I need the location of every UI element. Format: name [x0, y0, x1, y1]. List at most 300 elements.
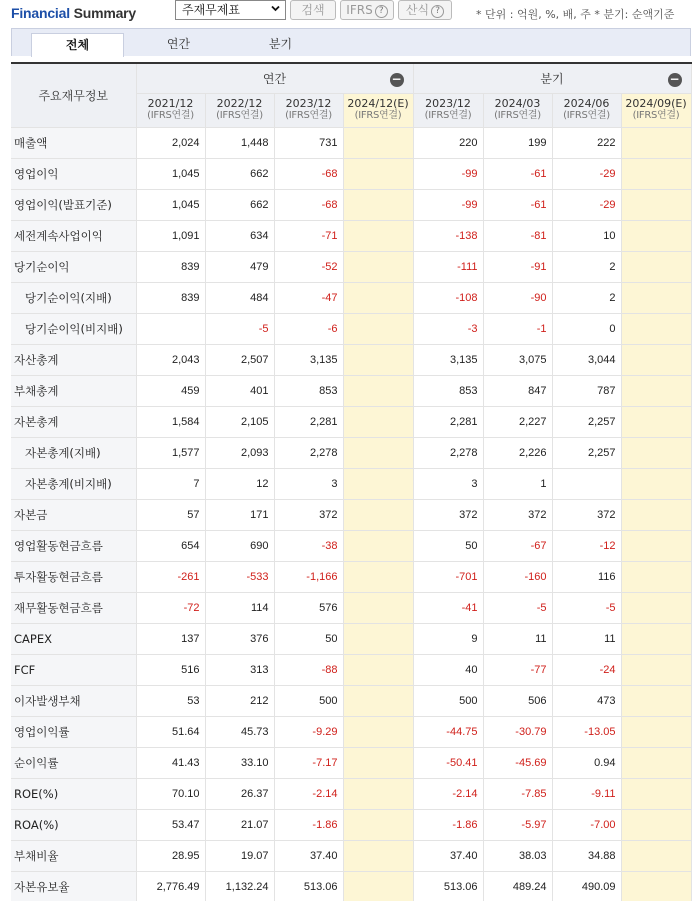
- table-cell: 3: [413, 468, 483, 499]
- collapse-quarter-icon[interactable]: −: [669, 72, 680, 86]
- table-cell: 500: [413, 685, 483, 716]
- header-main: 주요재무정보: [11, 63, 136, 127]
- financial-summary-table: [11, 62, 692, 901]
- row-label: 영업이익률: [11, 716, 136, 747]
- tab-quarter[interactable]: 분기: [268, 37, 293, 51]
- table-cell: 853: [413, 375, 483, 406]
- table-row: [11, 871, 691, 901]
- period-date: 2024/09(E): [625, 97, 687, 110]
- table-cell: -67: [483, 530, 552, 561]
- row-label: 당기순이익: [11, 251, 136, 282]
- table-cell: 853: [274, 375, 343, 406]
- table-cell: [343, 375, 413, 406]
- row-label: 세전계속사업이익: [11, 220, 136, 251]
- table-cell: 12: [205, 468, 274, 499]
- table-cell: [621, 623, 691, 654]
- table-cell: 21.07: [205, 809, 274, 840]
- table-cell: 2,093: [205, 437, 274, 468]
- table-cell: 1,132.24: [205, 871, 274, 901]
- tab-annual[interactable]: 연간: [166, 37, 191, 51]
- annual-group-label: 연간: [262, 71, 287, 86]
- table-cell: [343, 251, 413, 282]
- period-basis: (IFRS연결): [424, 110, 472, 121]
- table-cell: -29: [552, 158, 621, 189]
- period-date: 2023/12: [425, 97, 471, 110]
- table-row: [11, 468, 691, 499]
- table-cell: [621, 220, 691, 251]
- table-cell: -1.86: [413, 809, 483, 840]
- table-cell: [621, 809, 691, 840]
- table-cell: 3,044: [552, 344, 621, 375]
- table-cell: 53.47: [136, 809, 205, 840]
- table-cell: 2,257: [552, 406, 621, 437]
- table-cell: 50: [274, 623, 343, 654]
- table-row: [11, 313, 691, 344]
- table-cell: 2,281: [274, 406, 343, 437]
- row-label: 영업이익: [11, 158, 136, 189]
- header-annual-group: [136, 63, 413, 93]
- table-cell: 171: [205, 499, 274, 530]
- row-label: 이자발생부채: [11, 685, 136, 716]
- help-icon: ?: [431, 5, 444, 18]
- row-label: 순이익률: [11, 747, 136, 778]
- ifrs-button[interactable]: [340, 0, 394, 20]
- table-cell: -47: [274, 282, 343, 313]
- row-label: 자본총계: [11, 406, 136, 437]
- table-cell: -701: [413, 561, 483, 592]
- table-cell: -99: [413, 158, 483, 189]
- period-header: [552, 93, 621, 127]
- table-row: [11, 778, 691, 809]
- table-cell: [621, 158, 691, 189]
- table-row: [11, 840, 691, 871]
- table-cell: [343, 437, 413, 468]
- row-label: 영업이익(발표기준): [11, 189, 136, 220]
- table-cell: 116: [552, 561, 621, 592]
- period-basis: (IFRS연결): [147, 110, 194, 121]
- table-row: [11, 499, 691, 530]
- table-cell: 51.64: [136, 716, 205, 747]
- table-row: [11, 809, 691, 840]
- table-cell: [552, 468, 621, 499]
- period-basis: (IFRS연결): [494, 110, 541, 121]
- table-cell: 500: [274, 685, 343, 716]
- table-cell: [621, 592, 691, 623]
- table-body: [11, 127, 691, 901]
- table-cell: [343, 406, 413, 437]
- table-cell: [343, 530, 413, 561]
- table-row: [11, 561, 691, 592]
- table-cell: -5: [205, 313, 274, 344]
- row-label: 재무활동현금흐름: [11, 592, 136, 623]
- table-cell: 372: [274, 499, 343, 530]
- table-cell: [136, 313, 205, 344]
- table-cell: 372: [483, 499, 552, 530]
- table-row: [11, 623, 691, 654]
- table-cell: -91: [483, 251, 552, 282]
- table-cell: 662: [205, 158, 274, 189]
- table-cell: [343, 313, 413, 344]
- table-cell: 1,045: [136, 158, 205, 189]
- table-cell: 53: [136, 685, 205, 716]
- table-cell: 313: [205, 654, 274, 685]
- table-cell: [621, 561, 691, 592]
- table-cell: -71: [274, 220, 343, 251]
- table-cell: 41.43: [136, 747, 205, 778]
- table-row: [11, 437, 691, 468]
- unit-note: * 단위 : 억원, %, 배, 주 * 분기: 순액기준: [476, 8, 675, 21]
- table-cell: -38: [274, 530, 343, 561]
- table-cell: -2.14: [274, 778, 343, 809]
- table-cell: -261: [136, 561, 205, 592]
- table-cell: 37.40: [413, 840, 483, 871]
- table-row: [11, 654, 691, 685]
- table-cell: 690: [205, 530, 274, 561]
- period-date: 2023/12: [285, 97, 332, 110]
- table-cell: -12: [552, 530, 621, 561]
- table-cell: -45.69: [483, 747, 552, 778]
- table-cell: 731: [274, 127, 343, 158]
- table-cell: 516: [136, 654, 205, 685]
- period-header: [274, 93, 343, 127]
- table-cell: -7.17: [274, 747, 343, 778]
- table-cell: 1: [483, 468, 552, 499]
- table-cell: 506: [483, 685, 552, 716]
- table-cell: 3,135: [274, 344, 343, 375]
- table-cell: [343, 282, 413, 313]
- formula-button[interactable]: [398, 0, 452, 20]
- quarter-group-label: 분기: [540, 71, 564, 86]
- table-row: [11, 220, 691, 251]
- table-cell: 473: [552, 685, 621, 716]
- table-cell: 654: [136, 530, 205, 561]
- table-cell: 2,043: [136, 344, 205, 375]
- table-cell: -24: [552, 654, 621, 685]
- table-cell: 490.09: [552, 871, 621, 901]
- table-cell: 114: [205, 592, 274, 623]
- table-cell: -50.41: [413, 747, 483, 778]
- table-cell: 7: [136, 468, 205, 499]
- table-cell: [343, 158, 413, 189]
- row-label: ROA(%): [11, 809, 136, 840]
- table-cell: -1: [483, 313, 552, 344]
- table-cell: 222: [552, 127, 621, 158]
- table-cell: 2,281: [413, 406, 483, 437]
- title-part1: Financial: [11, 5, 70, 21]
- table-cell: -72: [136, 592, 205, 623]
- table-cell: 1,091: [136, 220, 205, 251]
- table-cell: -2.14: [413, 778, 483, 809]
- row-label: 자본금: [11, 499, 136, 530]
- table-cell: [621, 282, 691, 313]
- table-cell: [343, 499, 413, 530]
- period-header: [343, 93, 413, 127]
- table-cell: 40: [413, 654, 483, 685]
- table-cell: 2: [552, 282, 621, 313]
- table-cell: 2,507: [205, 344, 274, 375]
- table-row: [11, 375, 691, 406]
- table-cell: -3: [413, 313, 483, 344]
- period-basis: (IFRS연결): [354, 110, 402, 121]
- table-cell: 0.94: [552, 747, 621, 778]
- row-label: 당기순이익(비지배): [11, 313, 136, 344]
- period-date: 2024/03: [494, 97, 541, 110]
- table-cell: -81: [483, 220, 552, 251]
- table-cell: -6: [274, 313, 343, 344]
- table-cell: 839: [136, 282, 205, 313]
- table-cell: 199: [483, 127, 552, 158]
- table-cell: 3,135: [413, 344, 483, 375]
- table-cell: -5: [483, 592, 552, 623]
- table-cell: 220: [413, 127, 483, 158]
- row-label: 매출액: [11, 127, 136, 158]
- table-cell: 28.95: [136, 840, 205, 871]
- table-cell: 839: [136, 251, 205, 282]
- table-cell: [621, 468, 691, 499]
- table-cell: [343, 778, 413, 809]
- page-title: [11, 5, 136, 21]
- row-label: 부채총계: [11, 375, 136, 406]
- table-cell: -111: [413, 251, 483, 282]
- period-basis: (IFRS연결): [563, 110, 610, 121]
- table-cell: [343, 716, 413, 747]
- table-cell: [621, 871, 691, 901]
- table-cell: 401: [205, 375, 274, 406]
- table-cell: -9.29: [274, 716, 343, 747]
- table-cell: 479: [205, 251, 274, 282]
- table-row: [11, 716, 691, 747]
- table-cell: 19.07: [205, 840, 274, 871]
- period-date: 2024/12(E): [347, 97, 409, 110]
- table-cell: [621, 313, 691, 344]
- table-cell: 2,257: [552, 437, 621, 468]
- period-basis: (IFRS연결): [285, 110, 332, 121]
- top-bar: [0, 0, 696, 26]
- row-label: 자본총계(지배): [11, 437, 136, 468]
- table-cell: [621, 251, 691, 282]
- row-label: 자본유보율: [11, 871, 136, 901]
- formula-label: 산식: [405, 3, 430, 17]
- table-row: [11, 282, 691, 313]
- table-row: [11, 158, 691, 189]
- table-cell: 50: [413, 530, 483, 561]
- table-cell: 10: [552, 220, 621, 251]
- table-cell: 634: [205, 220, 274, 251]
- period-header: [621, 93, 691, 127]
- table-cell: 2,105: [205, 406, 274, 437]
- statement-select-value: 주재무제표: [182, 3, 240, 17]
- row-label: 투자활동현금흐름: [11, 561, 136, 592]
- row-label: 자본총계(비지배): [11, 468, 136, 499]
- table-cell: -13.05: [552, 716, 621, 747]
- table-cell: [621, 840, 691, 871]
- header-quarter-group: [413, 63, 691, 93]
- table-cell: [343, 344, 413, 375]
- table-cell: [343, 809, 413, 840]
- table-cell: -44.75: [413, 716, 483, 747]
- row-label: ROE(%): [11, 778, 136, 809]
- table-cell: [343, 189, 413, 220]
- table-cell: [343, 220, 413, 251]
- statement-select[interactable]: [175, 0, 286, 20]
- row-label: 부채비율: [11, 840, 136, 871]
- row-label: 자산총계: [11, 344, 136, 375]
- tab-bar: [11, 28, 691, 56]
- chevron-down-icon: [270, 2, 281, 20]
- table-cell: 70.10: [136, 778, 205, 809]
- period-date: 2021/12: [147, 97, 194, 110]
- help-icon: ?: [375, 5, 388, 18]
- table-cell: 2,278: [413, 437, 483, 468]
- table-cell: [621, 499, 691, 530]
- row-label: CAPEX: [11, 623, 136, 654]
- table-cell: -29: [552, 189, 621, 220]
- table-cell: 459: [136, 375, 205, 406]
- table-cell: [621, 530, 691, 561]
- table-cell: 1,448: [205, 127, 274, 158]
- table-cell: -68: [274, 189, 343, 220]
- table-cell: 787: [552, 375, 621, 406]
- table-cell: 11: [483, 623, 552, 654]
- title-part2: Summary: [73, 5, 137, 21]
- table-cell: -160: [483, 561, 552, 592]
- table-cell: -108: [413, 282, 483, 313]
- table-cell: 513.06: [413, 871, 483, 901]
- table-cell: 847: [483, 375, 552, 406]
- table-cell: 0: [552, 313, 621, 344]
- period-header: [483, 93, 552, 127]
- period-date: 2024/06: [563, 97, 610, 110]
- table-cell: [621, 189, 691, 220]
- table-cell: 34.88: [552, 840, 621, 871]
- table-cell: 33.10: [205, 747, 274, 778]
- table-cell: -9.11: [552, 778, 621, 809]
- tab-all[interactable]: 전체: [31, 33, 124, 57]
- table-cell: [343, 654, 413, 685]
- search-button[interactable]: 검색: [290, 0, 336, 20]
- table-cell: -68: [274, 158, 343, 189]
- table-cell: [343, 747, 413, 778]
- table-cell: 576: [274, 592, 343, 623]
- table-cell: -1,166: [274, 561, 343, 592]
- table-row: [11, 344, 691, 375]
- table-cell: 372: [413, 499, 483, 530]
- ifrs-label: IFRS: [346, 3, 373, 17]
- table-cell: [621, 127, 691, 158]
- table-cell: 2: [552, 251, 621, 282]
- table-cell: 3: [274, 468, 343, 499]
- table-cell: 11: [552, 623, 621, 654]
- table-cell: 662: [205, 189, 274, 220]
- table-cell: -7.85: [483, 778, 552, 809]
- period-basis: (IFRS연결): [632, 110, 680, 121]
- table-cell: 45.73: [205, 716, 274, 747]
- table-cell: 38.03: [483, 840, 552, 871]
- table-row: [11, 406, 691, 437]
- table-cell: 9: [413, 623, 483, 654]
- table-row: [11, 251, 691, 282]
- table-cell: [343, 468, 413, 499]
- period-basis: (IFRS연결): [216, 110, 263, 121]
- table-cell: 1,584: [136, 406, 205, 437]
- table-cell: 26.37: [205, 778, 274, 809]
- table-cell: [621, 654, 691, 685]
- table-cell: [343, 592, 413, 623]
- table-cell: 2,278: [274, 437, 343, 468]
- table-cell: [621, 406, 691, 437]
- table-cell: -88: [274, 654, 343, 685]
- table-row: [11, 592, 691, 623]
- table-cell: 37.40: [274, 840, 343, 871]
- table-cell: -41: [413, 592, 483, 623]
- table-cell: 489.24: [483, 871, 552, 901]
- table-cell: -533: [205, 561, 274, 592]
- table-cell: [621, 375, 691, 406]
- table-cell: 1,045: [136, 189, 205, 220]
- table-cell: -61: [483, 158, 552, 189]
- table-cell: -1.86: [274, 809, 343, 840]
- table-cell: 2,776.49: [136, 871, 205, 901]
- period-header: [136, 93, 205, 127]
- table-cell: -138: [413, 220, 483, 251]
- table-cell: -5: [552, 592, 621, 623]
- table-row: [11, 189, 691, 220]
- table-cell: -61: [483, 189, 552, 220]
- table-row: [11, 747, 691, 778]
- table-cell: [621, 778, 691, 809]
- table-cell: 2,226: [483, 437, 552, 468]
- table-cell: [343, 127, 413, 158]
- row-label: FCF: [11, 654, 136, 685]
- table-cell: [343, 685, 413, 716]
- table-cell: [621, 747, 691, 778]
- table-cell: [343, 561, 413, 592]
- table-cell: 1,577: [136, 437, 205, 468]
- table-cell: [343, 840, 413, 871]
- table-cell: 513.06: [274, 871, 343, 901]
- table-row: [11, 127, 691, 158]
- table-cell: 137: [136, 623, 205, 654]
- period-header: [413, 93, 483, 127]
- table-cell: [621, 344, 691, 375]
- table-cell: -52: [274, 251, 343, 282]
- period-header: [205, 93, 274, 127]
- table-cell: 372: [552, 499, 621, 530]
- table-cell: [343, 871, 413, 901]
- table-cell: -99: [413, 189, 483, 220]
- table-cell: 57: [136, 499, 205, 530]
- row-label: 당기순이익(지배): [11, 282, 136, 313]
- collapse-annual-icon[interactable]: −: [391, 72, 402, 86]
- table-cell: -90: [483, 282, 552, 313]
- period-date: 2022/12: [216, 97, 263, 110]
- table-cell: 3,075: [483, 344, 552, 375]
- row-label: 영업활동현금흐름: [11, 530, 136, 561]
- table-cell: 484: [205, 282, 274, 313]
- table-cell: [621, 685, 691, 716]
- table-cell: [343, 623, 413, 654]
- table-cell: 212: [205, 685, 274, 716]
- table-cell: 376: [205, 623, 274, 654]
- table-cell: [621, 716, 691, 747]
- table-cell: [621, 437, 691, 468]
- table-cell: -30.79: [483, 716, 552, 747]
- table-cell: 2,024: [136, 127, 205, 158]
- table-cell: -7.00: [552, 809, 621, 840]
- table-row: [11, 530, 691, 561]
- table-row: [11, 685, 691, 716]
- table-cell: -77: [483, 654, 552, 685]
